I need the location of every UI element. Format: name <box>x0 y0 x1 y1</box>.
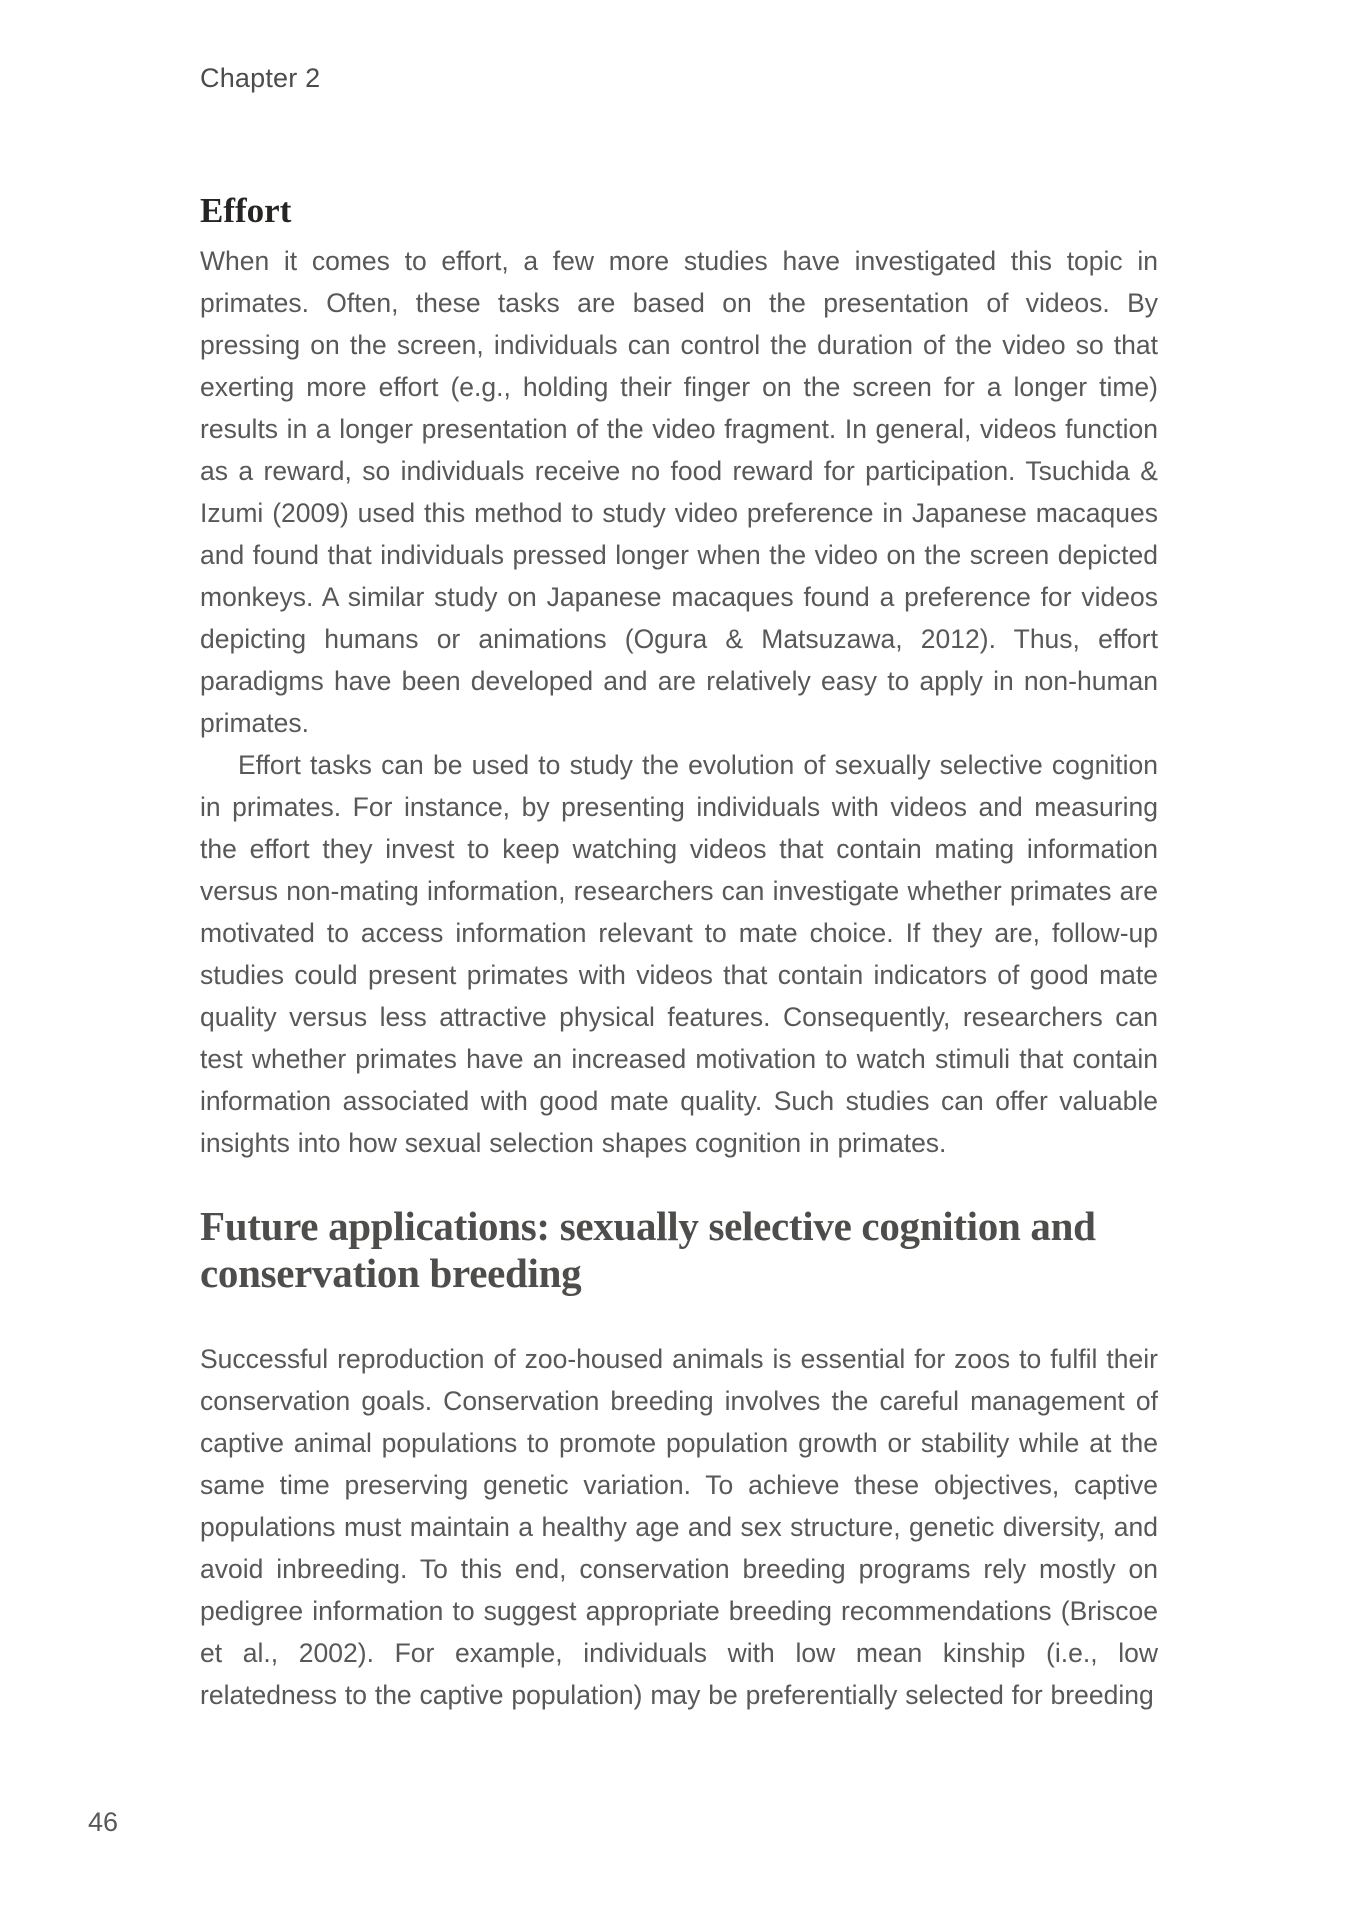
section-heading-future-applications: Future applications: sexually selective cognition and conservation breeding <box>200 1203 1096 1296</box>
paragraph: Successful reproduction of zoo-housed animals is essential for zoos to fulfil their conservation goals. Conservation breeding involves the careful management of captive animal populations to promote population growth or stability while at the same time preserving genetic variation. To achieve these objectives, captive populations must maintain a healthy age and sex structure, genetic diversity, and avoid inbreeding. To this end, conservation breeding programs rely mostly on pedigree information to suggest appropriate breeding recommendations (Briscoe et al., 2002). For example, individuals with low mean kinship (i.e., low relatedness to the captive population) may be preferentially selected for breeding <box>200 1344 1158 1710</box>
future-applications-section-body <box>200 1338 1158 1716</box>
chapter-running-header: Chapter 2 <box>200 63 321 93</box>
paragraph: When it comes to effort, a few more studies have investigated this topic in primates. Often, these tasks are based on the presentation of videos. By pressing on the screen, individuals can control the duration of the video so that exerting more effort (e.g., holding their finger on the screen for a longer time) results in a longer presentation of the video fragment. In general, videos function as a reward, so individuals receive no food reward for participation. Tsuchida & Izumi (2009) used this method to study video preference in Japanese macaques and found that individuals pressed longer when the video on the screen depicted monkeys. A similar study on Japanese macaques found a preference for videos depicting humans or animations (Ogura & Matsuzawa, 2012). Thus, effort paradigms have been developed and are relatively easy to apply in non-human primates. <box>200 246 1158 738</box>
effort-section-body <box>200 240 1158 1164</box>
paragraph: Effort tasks can be used to study the evolution of sexually selective cognition in primates. For instance, by presenting individuals with videos and measuring the effort they invest to keep watching videos that contain mating information versus non-mating information, researchers can investigate whether primates are motivated to access information relevant to mate choice. If they are, follow-up studies could present primates with videos that contain indicators of good mate quality versus less attractive physical features. Consequently, researchers can test whether primates have an increased motivation to watch stimuli that contain information associated with good mate quality. Such studies can offer valuable insights into how sexual selection shapes cognition in primates. <box>200 750 1158 1158</box>
section-heading-effort: Effort <box>200 191 292 230</box>
page-number: 46 <box>88 1807 119 1837</box>
